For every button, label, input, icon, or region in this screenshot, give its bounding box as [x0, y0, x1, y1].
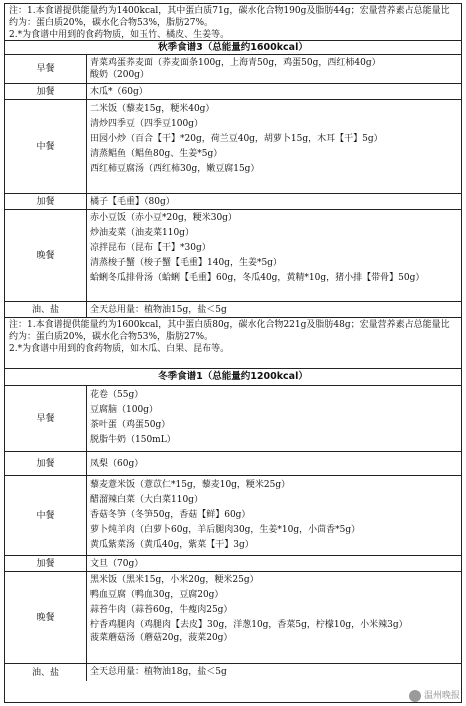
source-watermark: [409, 690, 460, 702]
dish: 西红柿豆腐汤（西红柿30g，嫩豆腐15g）: [90, 164, 260, 174]
meal-content: [87, 302, 461, 317]
meal-content: [87, 556, 461, 571]
autumn-dinner-row: [5, 210, 461, 302]
winter-snack2-row: [5, 556, 461, 572]
dish: 凤梨（60g）: [90, 459, 144, 469]
autumn-oil-row: [5, 302, 461, 318]
note-1400: [5, 4, 461, 41]
dish: 清蒸鲳鱼（鲳鱼80g、生姜*5g）: [90, 149, 223, 159]
meal-label: 晚餐: [5, 210, 87, 301]
meal-label: 晚餐: [5, 572, 87, 663]
dish: 蛤蜊冬瓜排骨汤（蛤蜊【毛重】60g，冬瓜40g，黄精*10g，猪小排【带骨】50g）: [90, 273, 425, 283]
dish: 木瓜*（60g）: [90, 87, 148, 97]
note-line: 注：1.本食谱提供能量约为1600kcal，其中蛋白质80g，碳水化合物221g及脂肪48g；宏量营养素占总能量比约为：蛋白质20%，碳水化合物53%，脂肪27%。: [9, 320, 450, 342]
winter-menu-title: [5, 369, 461, 386]
daily-total: 全天总用量：植物油15g，盐＜5g: [90, 305, 227, 315]
dish: 藜麦薏米饭（薏苡仁*15g，藜麦10g，粳米25g）: [90, 480, 291, 490]
dish: 黑米饭（黑米15g，小米20g，粳米25g）: [90, 575, 259, 585]
note-line: 2.*为食谱中用到的食药物质，如木瓜、白果、昆布等。: [9, 344, 230, 354]
meal-label: 加餐: [5, 84, 87, 99]
autumn-breakfast-row: [5, 55, 461, 84]
autumn-snack2-row: [5, 194, 461, 210]
winter-snack1-row: [5, 452, 461, 476]
dish: 黄瓜紫菜汤（黄瓜40g，紫菜【干】3g）: [90, 540, 254, 550]
winter-dinner-row: [5, 572, 461, 664]
dish: 茶叶蛋（鸡蛋50g）: [90, 420, 171, 430]
dish: 炒油麦菜（油麦菜110g）: [90, 228, 194, 238]
meal-content: [87, 84, 461, 99]
dish: 脱脂牛奶（150mL）: [90, 435, 176, 445]
dish: 菠菜蘑菇汤（蘑菇20g，菠菜20g）: [90, 633, 233, 643]
meal-content: [87, 664, 461, 681]
dish: 凉拌昆布（昆布【干】*30g）: [90, 243, 211, 253]
dish: 柠香鸡腿肉（鸡腿肉【去皮】30g，洋葱10g，香菜5g，柠檬10g，小米辣3g）: [90, 620, 408, 630]
title-text: 秋季食谱3（总能量约1600kcal）: [158, 41, 308, 53]
dish: 酸奶（200g）: [90, 70, 149, 80]
autumn-menu-title: [5, 41, 461, 55]
dish: 萝卜炖羊肉（白萝卜60g，羊后腿肉30g，生姜*10g，小茴香*5g）: [90, 525, 361, 535]
dish: 赤小豆饭（赤小豆*20g，粳米30g）: [90, 213, 237, 223]
meal-label: 加餐: [5, 194, 87, 209]
meal-label: 中餐: [5, 100, 87, 193]
autumn-lunch-row: [5, 100, 461, 194]
meal-label: 早餐: [5, 386, 87, 451]
winter-breakfast-row: [5, 386, 461, 452]
winter-lunch-row: [5, 476, 461, 556]
dish: 青菜鸡蛋荞麦面（荞麦面条100g，上海青50g，鸡蛋50g，西红柿40g）: [90, 58, 381, 68]
dish: 清蒸梭子蟹（梭子蟹【毛重】140g，生姜*5g）: [90, 258, 282, 268]
dish: 文旦（70g）: [90, 559, 144, 569]
meal-content: [87, 194, 461, 209]
meal-content: [87, 572, 461, 663]
meal-label: 油、盐: [5, 664, 87, 681]
dish: 香菇冬笋（冬笋50g，香菇【鲜】60g）: [90, 510, 251, 520]
dish: 鸭血豆腐（鸭血30g，豆腐20g）: [90, 590, 224, 600]
watermark-text: 温州晚报: [423, 691, 460, 701]
dish: 花卷（55g）: [90, 390, 144, 400]
dish: 豆腐脑（100g）: [90, 405, 158, 415]
daily-total: 全天总用量：植物油18g，盐＜5g: [90, 667, 227, 677]
dish: 田园小炒（百合【干】*20g，荷兰豆40g，胡萝卜15g，木耳【干】5g）: [90, 134, 383, 144]
meal-content: [87, 452, 461, 475]
dish: 清炒四季豆（四季豆100g）: [90, 119, 203, 129]
meal-content: [87, 55, 461, 83]
meal-label: 加餐: [5, 452, 87, 475]
meal-label: 早餐: [5, 55, 87, 83]
meal-content: [87, 100, 461, 193]
winter-oil-row: [5, 664, 461, 681]
meal-label: 油、盐: [5, 302, 87, 317]
dish: 橘子【毛重】（80g）: [90, 197, 175, 207]
diet-menu-table: [4, 3, 462, 703]
newspaper-logo-icon: [409, 690, 421, 702]
note-1600: [5, 318, 461, 369]
title-text: 冬季食谱1（总能量约1200kcal）: [158, 371, 308, 382]
dish: 蒜苔牛肉（蒜苔60g，牛瘦肉25g）: [90, 605, 233, 615]
meal-content: [87, 476, 461, 555]
dish: 醋溜辣白菜（大白菜110g）: [90, 495, 203, 505]
autumn-snack1-row: [5, 84, 461, 100]
meal-content: [87, 386, 461, 451]
meal-content: [87, 210, 461, 301]
dish: 二米饭（藜麦15g，粳米40g）: [90, 104, 215, 114]
meal-label: 加餐: [5, 556, 87, 571]
note-line: 注：1.本食谱提供能量约为1400kcal，其中蛋白质71g，碳水化合物190g及脂肪44g；宏量营养素占总能量比约为：蛋白质20%，碳水化合物53%，脂肪27%。: [9, 6, 450, 28]
meal-label: 中餐: [5, 476, 87, 555]
note-line: 2.*为食谱中用到的食药物质，如玉竹、橘皮、生姜等。: [9, 30, 230, 40]
